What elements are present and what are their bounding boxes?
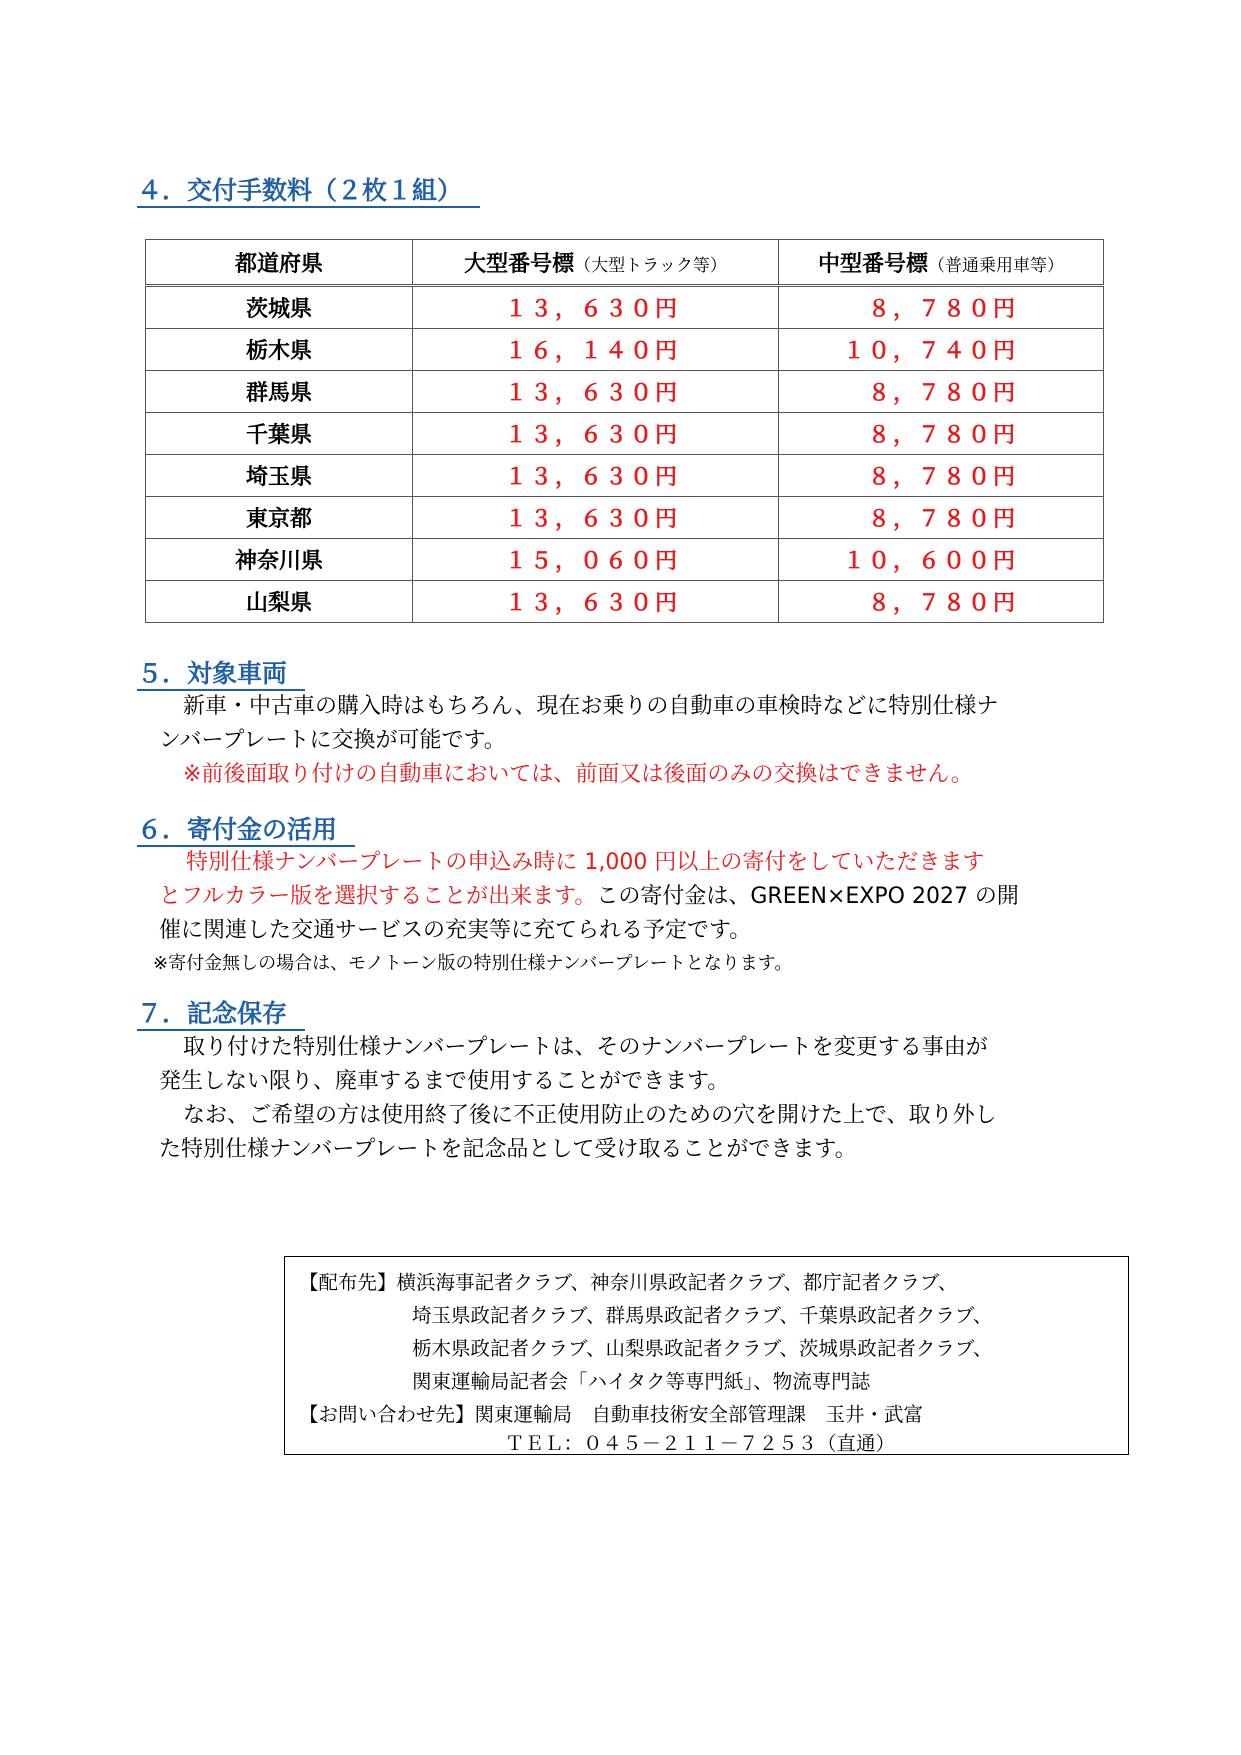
donation-line-1: 特別仕様ナンバープレートの申込み時に 1,000 円以上の寄付をしていただきます (186, 850, 985, 875)
cell-medium-fee: １０，６００円 (779, 539, 1104, 581)
table-row (146, 286, 1104, 329)
vehicles-note: ※前後面取り付けの自動車においては、前面又は後面のみの交換はできません。 (183, 762, 973, 787)
cell-large-fee: １５，０６０円 (413, 539, 779, 581)
header-medium-sub: （普通乗用車等） (928, 255, 1064, 276)
donation-line-2-red: とフルカラー版を選択することが出来ます。 (159, 884, 597, 909)
header-medium-main: 中型番号標 (817, 251, 928, 277)
table-row (146, 497, 1104, 539)
cell-prefecture: 神奈川県 (146, 539, 413, 581)
cell-medium-fee: ８，７８０円 (779, 581, 1104, 623)
header-medium-plate (779, 240, 1104, 286)
cell-large-fee: １３，６３０円 (413, 497, 779, 539)
cell-medium-fee: １０，７４０円 (779, 329, 1104, 371)
cell-large-fee: １３，６３０円 (413, 413, 779, 455)
table-row (146, 371, 1104, 413)
inquiry-text: 関東運輸局 自動車技術安全部管理課 玉井・武富 (474, 1403, 924, 1426)
donation-line-2-black: この寄付金は、GREEN×EXPO 2027 の開 (596, 884, 1019, 909)
keepsake-line-4: た特別仕様ナンバープレートを記念品として受け取ることができます。 (159, 1137, 857, 1162)
table-row (146, 329, 1104, 371)
header-large-sub: （大型トラック等） (574, 255, 727, 276)
cell-large-fee: １３，６３０円 (413, 371, 779, 413)
section-heading-donation: ６．寄付金の活用 (137, 815, 355, 847)
table-row (146, 581, 1104, 623)
donation-line-2 (159, 880, 1019, 914)
cell-medium-fee: ８，７８０円 (779, 286, 1104, 329)
cell-medium-fee: ８，７８０円 (779, 497, 1104, 539)
cell-large-fee: １３，６３０円 (413, 286, 779, 329)
cell-medium-fee: ８，７８０円 (779, 413, 1104, 455)
section-heading-fees: ４．交付手数料（２枚１組） (137, 176, 480, 208)
tel-number: ＴＥＬ：０４５－２１１－７２５３（直通） (505, 1432, 896, 1455)
cell-prefecture: 埼玉県 (146, 455, 413, 497)
cell-prefecture: 茨城県 (146, 286, 413, 329)
cell-large-fee: １３，６３０円 (413, 581, 779, 623)
table-row (146, 413, 1104, 455)
cell-prefecture: 千葉県 (146, 413, 413, 455)
section-heading-keepsake: ７．記念保存 (137, 999, 305, 1031)
fee-table-header-row (146, 240, 1104, 286)
cell-large-fee: １６，１４０円 (413, 329, 779, 371)
cell-prefecture: 山梨県 (146, 581, 413, 623)
cell-medium-fee: ８，７８０円 (779, 371, 1104, 413)
fee-table (145, 239, 1104, 623)
header-large-plate (413, 240, 779, 286)
vehicles-line-2: ンバープレートに交換が可能です。 (159, 728, 506, 753)
vehicles-line-1: 新車・中古車の購入時はもちろん、現在お乗りの自動車の車検時などに特別仕様ナ (183, 694, 999, 719)
header-prefecture: 都道府県 (146, 240, 413, 286)
distribution-line-2: 埼玉県政記者クラブ、群馬県政記者クラブ、千葉県政記者クラブ、 (412, 1304, 993, 1327)
keepsake-line-2: 発生しない限り、廃車するまで使用することができます。 (159, 1069, 730, 1094)
distribution-line-1 (299, 1266, 957, 1299)
donation-note: ※寄付金無しの場合は、モノトーン版の特別仕様ナンバープレートとなります。 (153, 953, 793, 974)
section-heading-vehicles: ５．対象車両 (137, 659, 305, 691)
cell-prefecture: 群馬県 (146, 371, 413, 413)
distribution-label: 【配布先】 (299, 1271, 397, 1294)
cell-large-fee: １３，６３０円 (413, 455, 779, 497)
table-row (146, 455, 1104, 497)
contact-box (284, 1256, 1129, 1455)
inquiry-label: 【お問い合わせ先】 (299, 1403, 475, 1426)
distribution-text-1: 横浜海事記者クラブ、神奈川県政記者クラブ、都庁記者クラブ、 (396, 1271, 958, 1294)
keepsake-line-3: なお、ご希望の方は使用終了後に不正使用防止のための穴を開けた上で、取り外し (183, 1103, 997, 1128)
distribution-line-3: 栃木県政記者クラブ、山梨県政記者クラブ、茨城県政記者クラブ、 (412, 1337, 993, 1360)
header-large-main: 大型番号標 (464, 251, 575, 277)
cell-prefecture: 東京都 (146, 497, 413, 539)
cell-medium-fee: ８，７８０円 (779, 455, 1104, 497)
table-row (146, 539, 1104, 581)
cell-prefecture: 栃木県 (146, 329, 413, 371)
donation-line-3: 催に関連した交通サービスの充実等に充てられる予定です。 (159, 918, 752, 943)
keepsake-line-1: 取り付けた特別仕様ナンバープレートは、そのナンバープレートを変更する事由が (183, 1035, 988, 1060)
distribution-line-4: 関東運輸局記者会「ハイタク等専門紙」、物流専門誌 (412, 1370, 871, 1393)
